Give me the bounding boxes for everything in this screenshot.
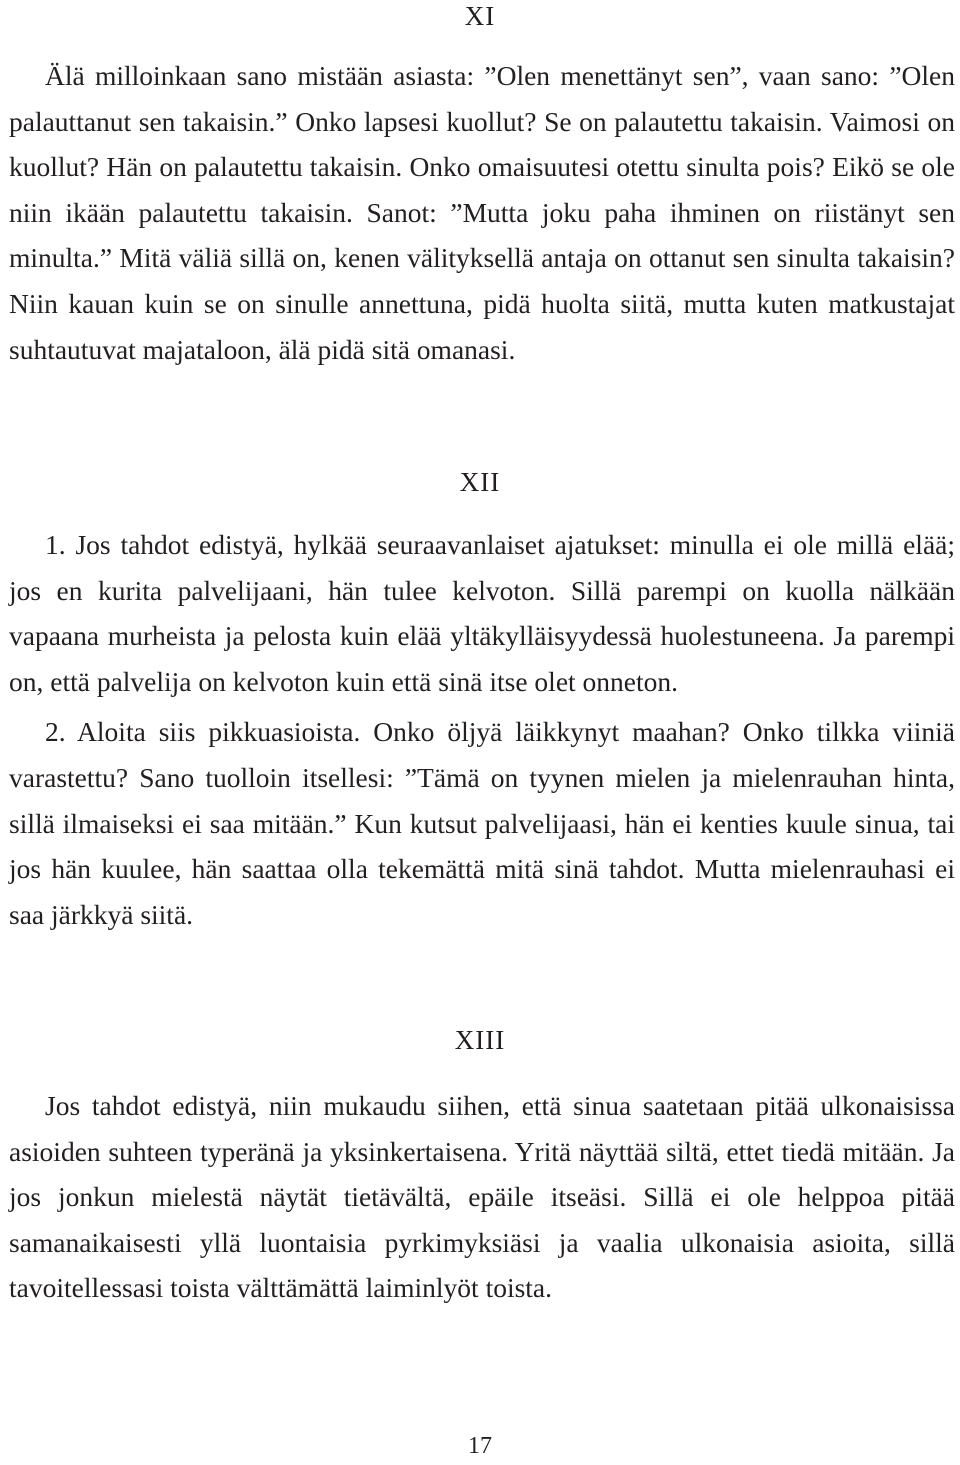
section-xi-paragraph: Älä milloinkaan sano mistään asiasta: ”Olen menettänyt sen”, vaan sano: ”Olen palauttanut sen takaisin.” Onko lapsesi kuollut? Se on palautettu takaisin. Vaimosi on kuollut? Hän on palautettu takaisin. Onko omaisuutesi otettu sinulta pois? Eikö se ole niin ikään palautettu takaisin. Sanot: ”Mutta joku paha ihminen on riistänyt sen minulta.” Mitä väliä sillä on, kenen välityksellä antaja on ottanut sen sinulta takaisin? Niin kauan kuin se on sinulle annettuna, pidä huolta siitä, mutta kuten matkustajat suhtautuvat majataloon, älä pidä sitä omanasi. <box>9 60 955 365</box>
section-xii-paragraph-1: 1. Jos tahdot edistyä, hylkää seuraavanlaiset ajatukset: minulla ei ole millä elää; jos en kurita palvelijaani, hän tulee kelvoton. Sillä parempi on kuolla nälkään vapaana murheista ja pelosta kuin elää yltäkylläisyydessä huolestuneena. Ja parempi on, että palvelija on kelvoton kuin että sinä itse olet onneton. <box>9 529 955 697</box>
section-xiii-paragraph: Jos tahdot edistyä, niin mukaudu siihen, että sinua saatetaan pitää ulkonaisissa asioiden suhteen typeränä ja yksinkertaisena. Yritä näyttää siltä, ettet tiedä mitään. Ja jos jonkun mielestä näytät tietävältä, epäile itseäsi. Sillä ei ole helppoa pitää samanaikaisesti yllä luontaisia pyrkimyksiäsi ja vaalia ulkonaisia asioita, sillä tavoitellessasi toista välttämättä laiminlyöt toista. <box>9 1090 955 1304</box>
section-heading-xiii: XIII <box>454 1025 506 1055</box>
section-xiii-body <box>9 1083 955 1311</box>
section-xi-body <box>9 53 955 372</box>
section-xii-paragraph-2: 2. Aloita siis pikkuasioista. Onko öljyä läikkynyt maahan? Onko tilkka viiniä varastettu? Sano tuolloin itsellesi: ”Tämä on tyynen mielen ja mielenrauhan hinta, sillä ilmaiseksi ei saa mitään.” Kun kutsut palvelijaasi, hän ei kenties kuule sinua, tai jos hän kuulee, hän saattaa olla tekemättä mitä sinä tahdot. Mutta mielenrauhasi ei saa järkkyä siitä. <box>9 716 955 930</box>
section-heading-xi: XI <box>464 1 496 31</box>
section-xii-body <box>9 522 955 937</box>
section-heading-xii: XII <box>459 467 501 497</box>
page-number: 17 <box>468 1433 492 1459</box>
